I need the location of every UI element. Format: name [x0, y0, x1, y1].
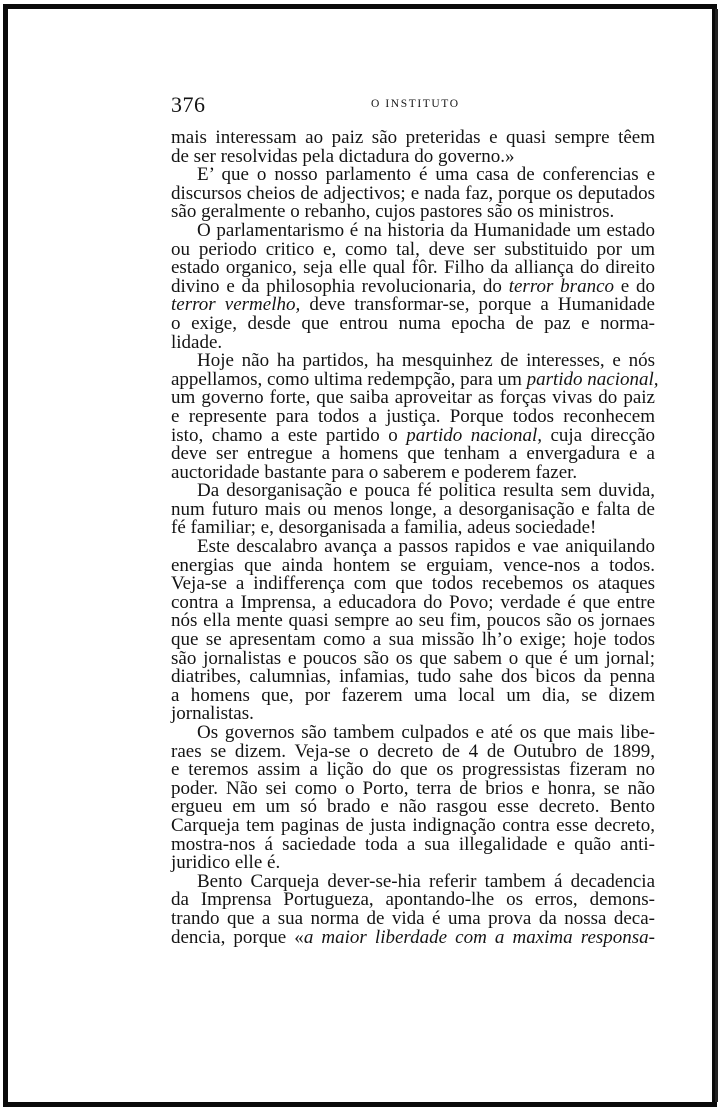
- text-line: a homens que, por fazerem uma local um dia, se dizem: [171, 684, 655, 706]
- text-line: Da desorganisação e pouca fé politica resulta sem duvida,: [197, 480, 655, 502]
- text-line: Os governos são tambem culpados e até os que mais libe-: [197, 722, 655, 743]
- text-line: auctoridade bastante para o saberem e poderem fazer.: [171, 461, 578, 483]
- text-line: Este descalabro avança a passos rapidos e vae aniquilando: [197, 536, 655, 558]
- text-line: um governo forte, que saiba aproveitar as forças vivas do paiz: [171, 387, 655, 409]
- text-line: contra a Imprensa, a educadora do Povo; verdade é que entre: [171, 591, 655, 613]
- text-line: Bento Carqueja dever-se-hia referir tambem á decadencia: [197, 870, 655, 892]
- text-line: trando que a sua norma de vida é uma prova da nossa deca-: [171, 907, 655, 929]
- text-line: mais interessam ao paiz são preteridas e quasi sempre têem: [171, 127, 655, 148]
- text-line: poder. Não sei como o Porto, terra de brios e honra, se não: [171, 777, 655, 799]
- text-line: num futuro mais ou menos longe, a desorganisação e falta de: [171, 498, 655, 520]
- running-head: O INSTITUTO: [371, 98, 460, 110]
- text-line: o exige, desde que entrou numa epocha de paz e norma-: [171, 312, 655, 334]
- text-line: fé familiar; e, desorganisada a familia, adeus sociedade!: [171, 517, 597, 539]
- text-line: são geralmente o rebanho, cujos pastores são os ministros.: [171, 201, 615, 223]
- text-line: são jornalistas e poucos são os que sabem o que é um jornal;: [171, 647, 655, 669]
- text-line: E’ que o nosso parlamento é uma casa de conferencias e: [197, 164, 655, 186]
- body-text: [171, 127, 659, 948]
- text-line: dencia, porque «a maior liberdade com a maxima responsa-: [171, 926, 655, 948]
- page-number: 376: [171, 92, 206, 117]
- text-line: ou periodo critico e, como tal, deve ser substituido por um: [171, 238, 655, 260]
- text-line: e represente para todos a justiça. Porque todos reconhecem: [171, 405, 655, 427]
- text-line: e teremos assim a lição do que os progressistas fizeram no: [171, 759, 655, 781]
- text-line: de ser resolvidas pela dictadura do governo.»: [171, 145, 515, 167]
- text-line: nós ella mente quasi sempre ao seu fim, poucos são os jornaes: [171, 610, 655, 632]
- text-line: Carqueja tem paginas de justa indignação contra esse decreto,: [171, 814, 655, 836]
- page-header: [171, 92, 655, 122]
- text-line: O parlamentarismo é na historia da Humanidade um estado: [197, 219, 655, 241]
- text-line: Hoje não ha partidos, ha mesquinhez de interesses, e nós: [197, 350, 655, 372]
- text-line: da Imprensa Portugueza, apontando-lhe os erros, demons-: [171, 889, 655, 911]
- text-line: que se apresentam como a sua missão lh’o exige; hoje todos: [171, 629, 655, 651]
- text-line: ergueu em um só brado e não rasgou esse decreto. Bento: [171, 796, 655, 818]
- text-line: raes se dizem. Veja-se o decreto de 4 de Outubro de 1899,: [171, 740, 655, 762]
- text-line: lidade.: [171, 331, 223, 353]
- text-line: isto, chamo a este partido o partido nacional, cuja direcção: [171, 424, 656, 446]
- text-line: mostra-nos á saciedade toda a sua illegalidade e quão anti-: [171, 833, 655, 855]
- text-line: discursos cheios de adjectivos; e nada faz, porque os deputados: [171, 182, 655, 204]
- text-line: juridico elle é.: [171, 852, 281, 874]
- text-line: divino e da philosophia revolucionaria, do terror branco e do: [171, 275, 655, 297]
- text-line: Veja-se a indifferença com que todos recebemos os ataques: [171, 573, 655, 595]
- text-line: diatribes, calumnias, infamias, tudo sahe dos bicos da penna: [171, 666, 655, 688]
- text-line: deve ser entregue a homens que tenham a envergadura e a: [171, 443, 655, 465]
- text-line: estado organico, seja elle qual fôr. Filho da alliança do direito: [171, 257, 655, 279]
- text-line: energias que ainda hontem se erguiam, vence-nos a todos.: [171, 554, 655, 576]
- text-line: terror vermelho, deve transformar-se, porque a Humanidade: [171, 294, 655, 316]
- text-line: jornalistas.: [171, 703, 254, 725]
- text-line: appellamos, como ultima redempção, para um partido nacional,: [171, 368, 659, 390]
